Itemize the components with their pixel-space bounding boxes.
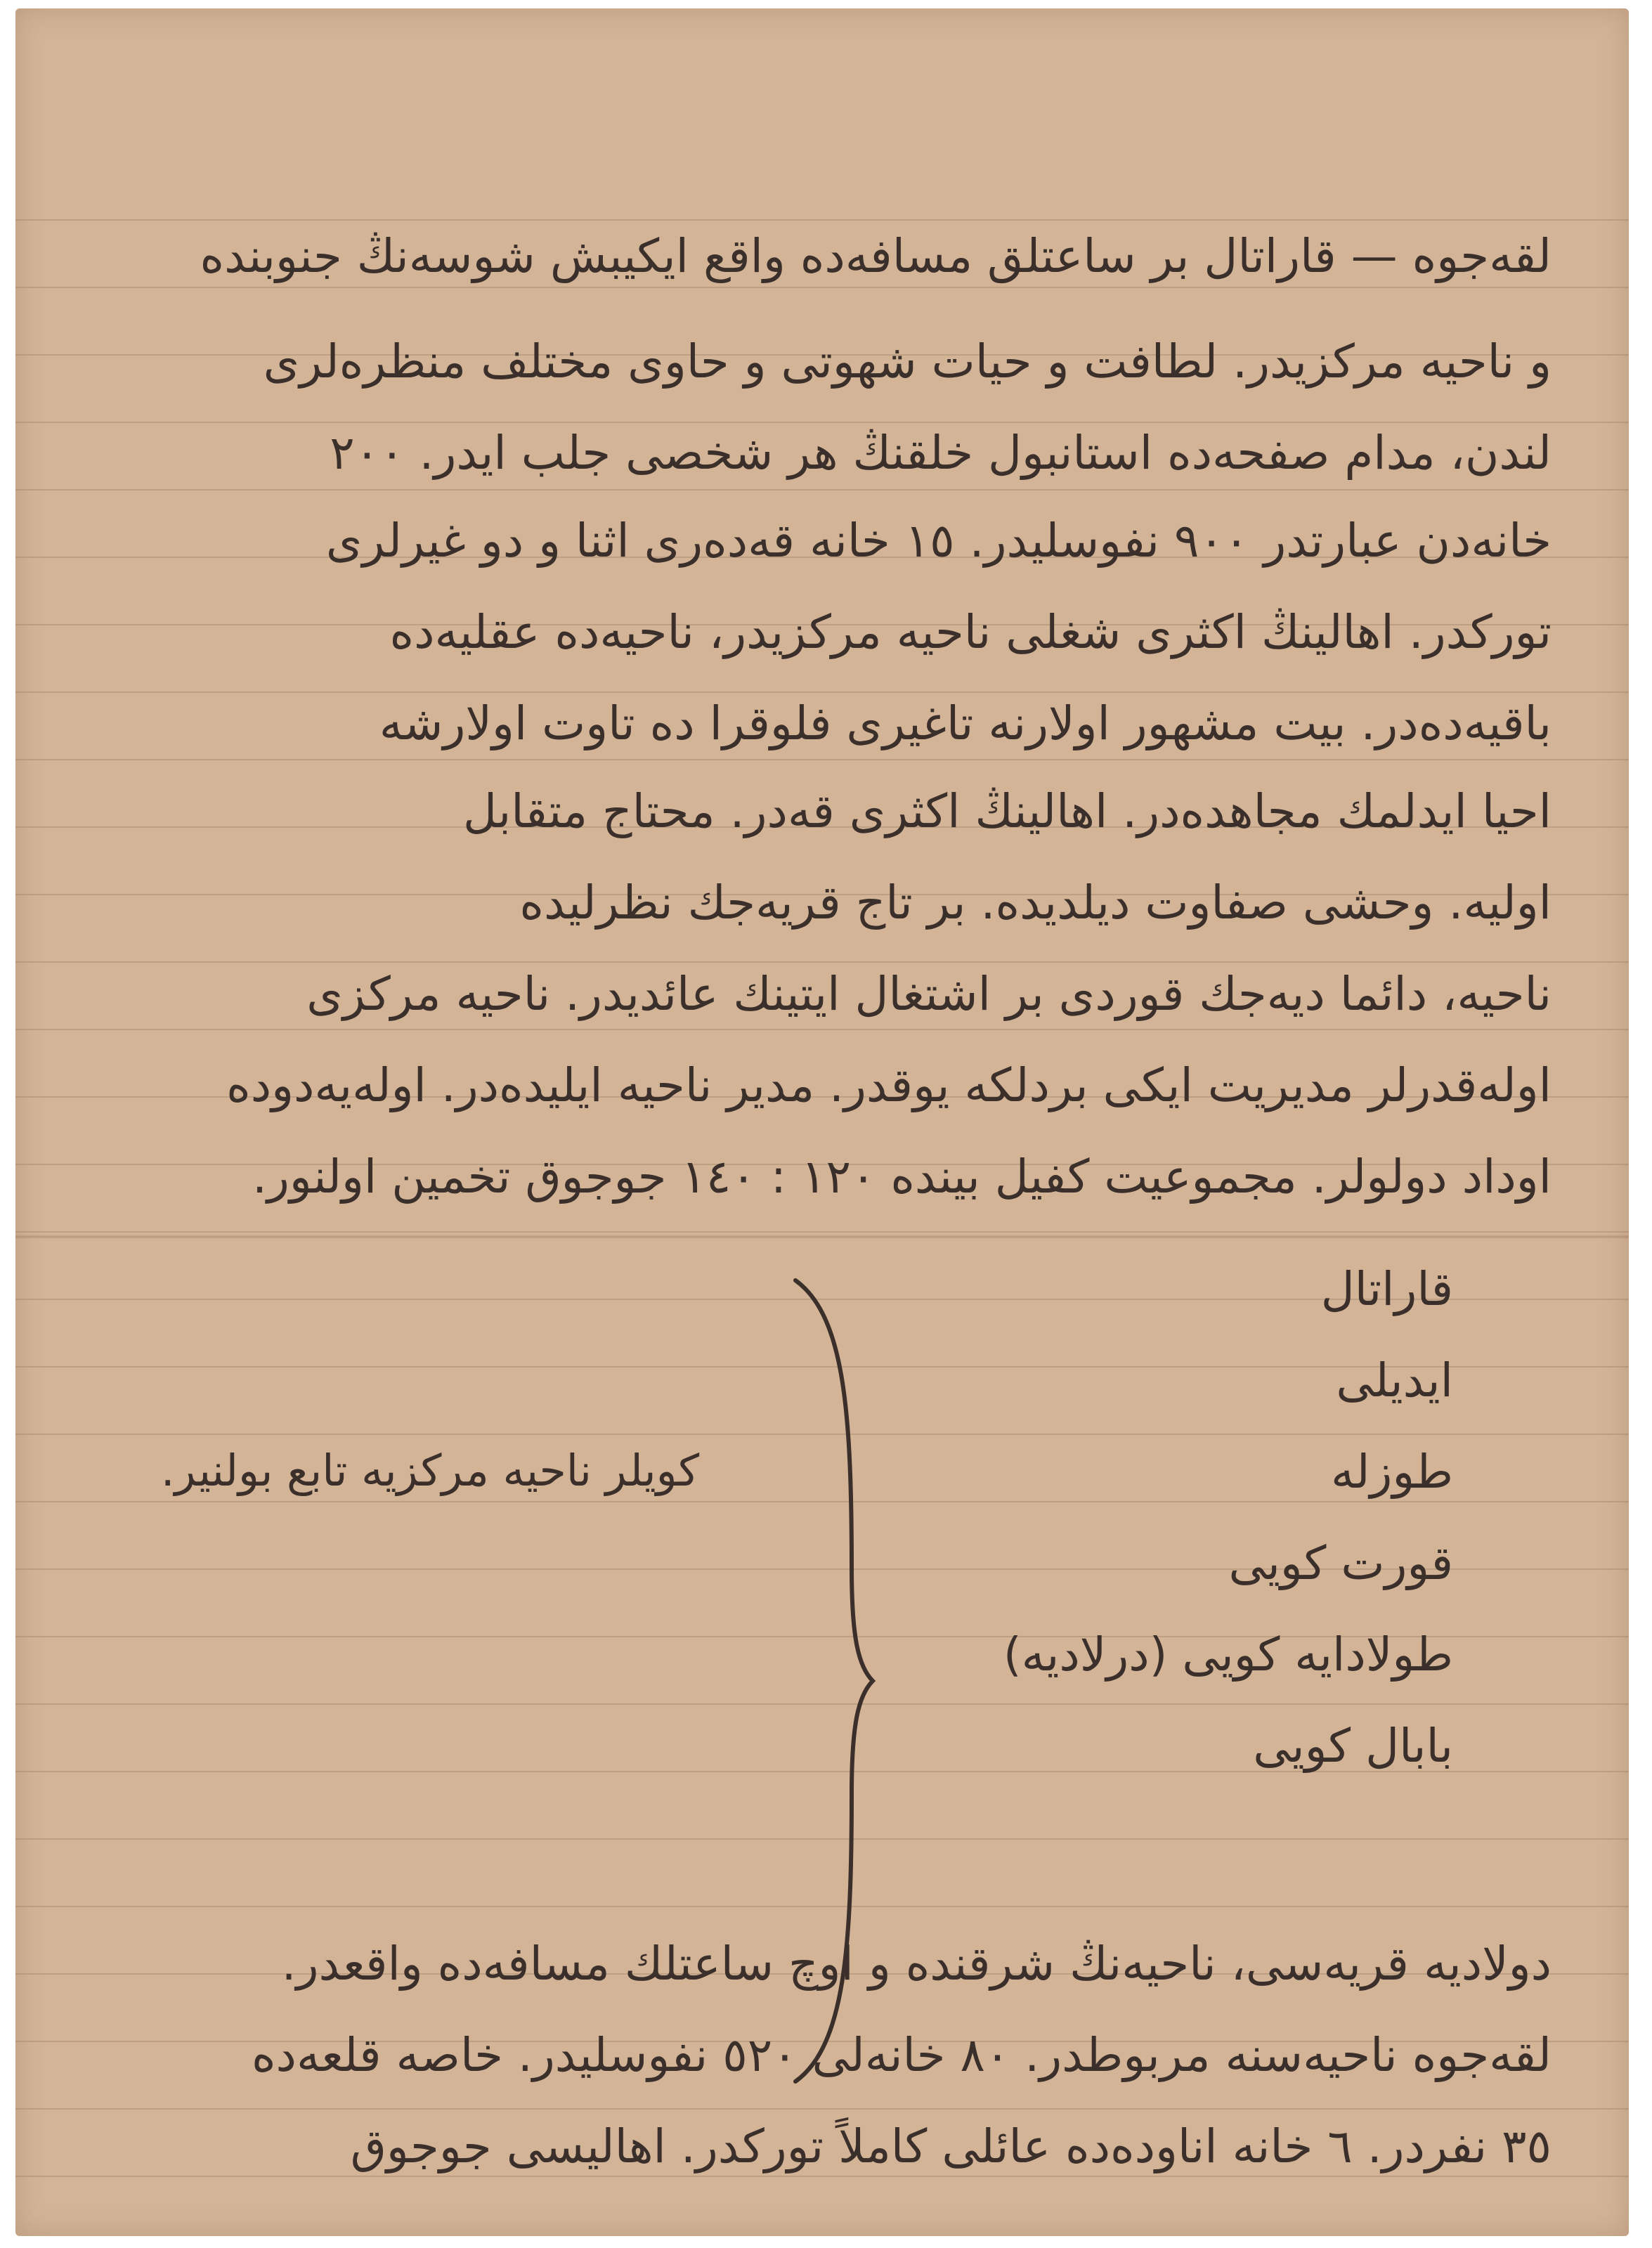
text-line: دولادیە قریەسی، ناحیەنڭ شرقندە و اوچ ساعتلك مسافەدە واقعدر. [281, 1937, 1552, 1991]
text-line: لقەجوه ناحیەسنە مربوطدر. ٨٠ خانەلی ٥٢٠ نفوسلیدر. خاصە قلعەدە [251, 2028, 1552, 2082]
text-line: اوداد دولولر. مجموعیت کفیل بینده ١٢٠ : ١٤٠ جوجوق تخمین اولنور. [252, 1150, 1552, 1204]
text-line: لقەجوه — قاراتال بر ساعتلق مسافەدە واقع ایکیبش شوسەنڭ جنوبندە [200, 229, 1552, 283]
text-line: اولەقدرلر مدیریت ایکی بردلکە یوقدر. مدیر ناحیە ایلیدەدر. اولەیەدودە [226, 1058, 1552, 1112]
text-line: باقیەدەدر. بیت مشهور اولارنە تاغیری فلوقرا دە تاوت اولارشە [379, 696, 1552, 751]
text-line: احیا ایدلمك مجاهدەدر. اهالینڭ اکثری قەدر. محتاج متقابل [462, 784, 1552, 838]
text-line: خانەدن عبارتدر ٩٠٠ نفوسلیدر. ١٥ خانە قەدەری اثنا و دو غیرلری [325, 514, 1552, 568]
list-item: قاراتال [1320, 1262, 1453, 1316]
paragraph-second [15, 8, 1629, 2236]
list-item: طوزلە [1331, 1445, 1453, 1499]
lined-paper-sheet [15, 8, 1629, 2236]
text-line: ٣٥ نفردر. ٦ خانە اناودەدە عائلی کاملاً تورکدر. اهالیسی جوجوق [350, 2119, 1552, 2174]
list-item: طولادایه کویی (درلادیه) [1003, 1627, 1453, 1682]
list-item: ایدیلی [1336, 1353, 1453, 1408]
side-note: کویلر ناحیە مرکزیە تابع بولنیر. [160, 1445, 700, 1496]
text-line: لندن، مدام صفحەدە استانبول خلقنڭ هر شخصی جلب ایدر. ٢٠٠ [330, 426, 1552, 480]
list-item: بابال کویی [1253, 1719, 1453, 1773]
text-line: ناحیە، دائما دیەجك قوردی بر اشتغال ایتینك عائدیدر. ناحیە مرکزی [306, 967, 1552, 1021]
text-line: و ناحیە مرکزیدر. لطافت و حیات شهوتی و حاوی مختلف منظرەلری [263, 334, 1552, 389]
text-line: تورکدر. اهالینڭ اکثری شغلی ناحیە مرکزیدر، ناحیەدە عقلیەدە [389, 605, 1552, 659]
text-line: اولیه. وحشی صفاوت دیلدیدە. بر تاج قریەجك نظرلیدە [519, 876, 1552, 930]
list-item: قورت کویی [1228, 1536, 1453, 1590]
